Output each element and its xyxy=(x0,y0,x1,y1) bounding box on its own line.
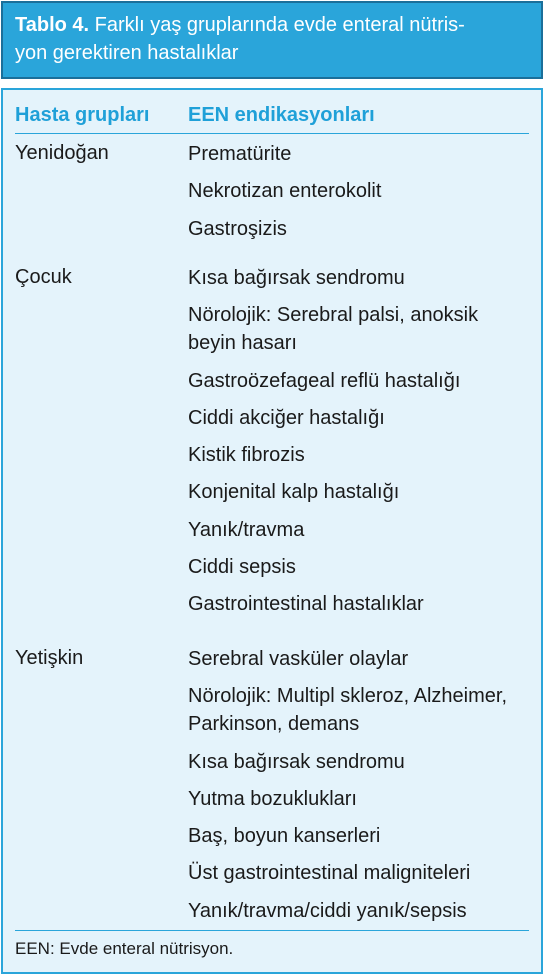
indications-table xyxy=(1,88,543,974)
group-name: Çocuk xyxy=(15,266,72,288)
header-divider xyxy=(15,133,529,134)
list-item: Prematürite xyxy=(188,143,292,165)
list-item: Baş, boyun kanserleri xyxy=(188,825,381,848)
group-name: Yenidoğan xyxy=(15,142,109,164)
table-number: Tablo 4. xyxy=(15,14,90,36)
indication-list xyxy=(188,645,527,934)
table-caption-line2: yon gerektiren hastalıklar xyxy=(15,42,239,64)
list-item: Serebral vasküler olaylar xyxy=(188,648,409,670)
list-item: Konjenital kalp hastalığı xyxy=(188,481,400,504)
header-patient-groups: Hasta grupları xyxy=(15,104,150,126)
list-item: Ciddi akciğer hastalığı xyxy=(188,406,385,429)
list-item: Yanık/travma xyxy=(188,518,305,541)
list-item: Nörolojik: Serebral palsi, anoksik beyin hasarı xyxy=(188,304,479,355)
list-item: Kısa bağırsak sendromu xyxy=(188,267,405,289)
group-name: Yetişkin xyxy=(15,647,84,669)
list-item: Nekrotizan enterokolit xyxy=(188,180,382,203)
list-item: Yanık/travma/ciddi yanık/sepsis xyxy=(188,899,467,922)
table-footnote: EEN: Evde enteral nütrisyon. xyxy=(15,939,234,958)
list-item: Gastrointestinal hastalıklar xyxy=(188,593,424,616)
list-item: Gastroözefageal reflü hastalığı xyxy=(188,369,461,392)
list-item: Ciddi sepsis xyxy=(188,556,296,579)
list-item: Gastroşizis xyxy=(188,217,287,240)
list-item: Yutma bozuklukları xyxy=(188,787,357,810)
list-item: Kısa bağırsak sendromu xyxy=(188,750,405,773)
indication-list xyxy=(188,140,527,252)
indication-list xyxy=(188,264,527,628)
list-item: Üst gastrointestinal maligniteleri xyxy=(188,862,471,885)
list-item: Nörolojik: Multipl skleroz, Alzheimer, Parkinson, demans xyxy=(188,685,507,736)
footnote-divider xyxy=(15,930,529,931)
list-item: Kistik fibrozis xyxy=(188,444,305,467)
header-een-indications: EEN endikasyonları xyxy=(188,104,375,126)
table-caption: Farklı yaş gruplarında evde enteral nütris- xyxy=(94,14,465,36)
table-title xyxy=(1,1,543,79)
